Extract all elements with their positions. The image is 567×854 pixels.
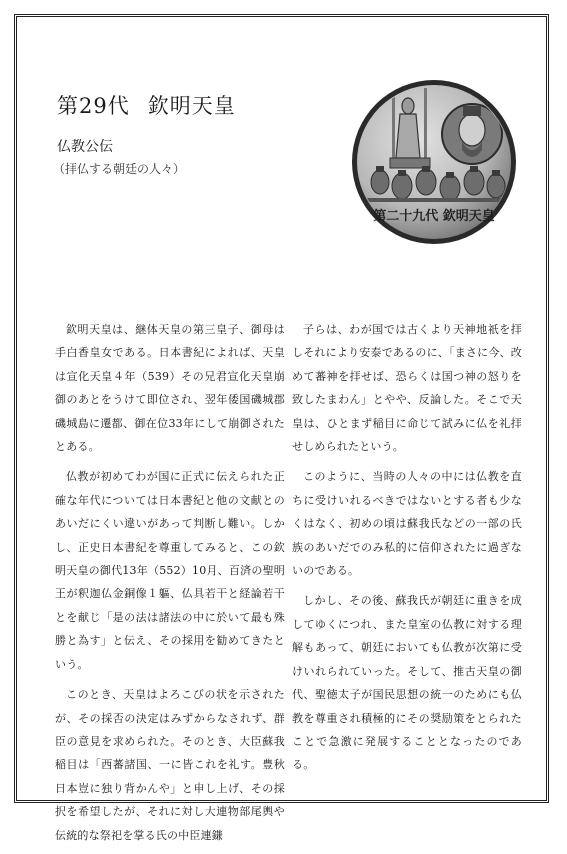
body-column-left — [55, 318, 285, 854]
body-paragraph: 欽明天皇は、継体天皇の第三皇子、御母は手白香皇女である。日本書紀によれば、天皇は宣化天皇４年（539）その兄君宣化天皇崩御のあとをうけて即位され、翌年倭国磯城郡磯城島に遷都、御在位33年にして崩御されたとある。 — [55, 323, 285, 454]
medal-image — [350, 78, 518, 246]
body-paragraph: 仏教が初めてわが国に正式に伝えられた正確な年代については日本書紀と他の文献とのあいだにくい違いがあって判断し難い。しかし、正史日本書紀を尊重してみると、この欽明天皇の御代13年（552）10月、百済の聖明王が釈迦仏金銅像１軀、仏具若干と経論若干とを献じ「是の法は諸法の中に於いて最も殊勝と為す」と伝え、その採用を勧めてきたという。 — [55, 470, 285, 671]
medal-caption: （拝仏する朝廷の人々） — [53, 162, 186, 176]
body-paragraph: 子らは、わが国では古くより天神地祇を拝しそれにより安泰であるのに、「まさに今、改めて蕃神を拝せば、恐らくは国つ神の怒りを致したまわん」とやや、反論した。そこで天皇は、ひとまず稲目に命じて試みに仏を礼拝せしめられたという。 — [292, 323, 522, 454]
page-title — [57, 90, 236, 120]
title-generation: 第29代 — [57, 94, 130, 118]
body-paragraph: しかし、その後、蘇我氏が朝廷に重きを成してゆくにつれ、また皇室の仏教に対する理解もあって、朝廷においても仏教が次第に受けいれられていった。そして、推古天皇の御代、聖徳太子が国民思想の統一のためにも仏教を尊重され積極的にその奨励策をとられたことで急激に発展することとなったのである。 — [292, 594, 522, 772]
body-paragraph: このように、当時の人々の中には仏教を直ちに受けいれるべきではないとする者も少なくはなく、初めの頃は蘇我氏などの一部の氏族のあいだでのみ私的に信仰されたに過ぎないのである。 — [292, 470, 522, 578]
body-column-right — [292, 318, 522, 784]
section-subtitle: 仏教公伝 — [57, 139, 113, 155]
medal-inscription: 第二十九代 欽明天皇 — [373, 209, 495, 224]
body-paragraph: このとき、天皇はよろこびの状を示されたが、その採否の決定はみずからなされず、群臣の意見を求められた。そのとき、大臣蘇我稲目は「西蕃諸国、一に皆これを礼す。豊秋日本豈に独り背かんや」と申し上げ、その採択を希望したが、それに対し大連物部尾輿や伝統的な祭祀を掌る氏の中臣連鎌 — [55, 688, 285, 842]
title-emperor: 欽明天皇 — [147, 94, 236, 118]
commemorative-medal — [350, 78, 518, 246]
